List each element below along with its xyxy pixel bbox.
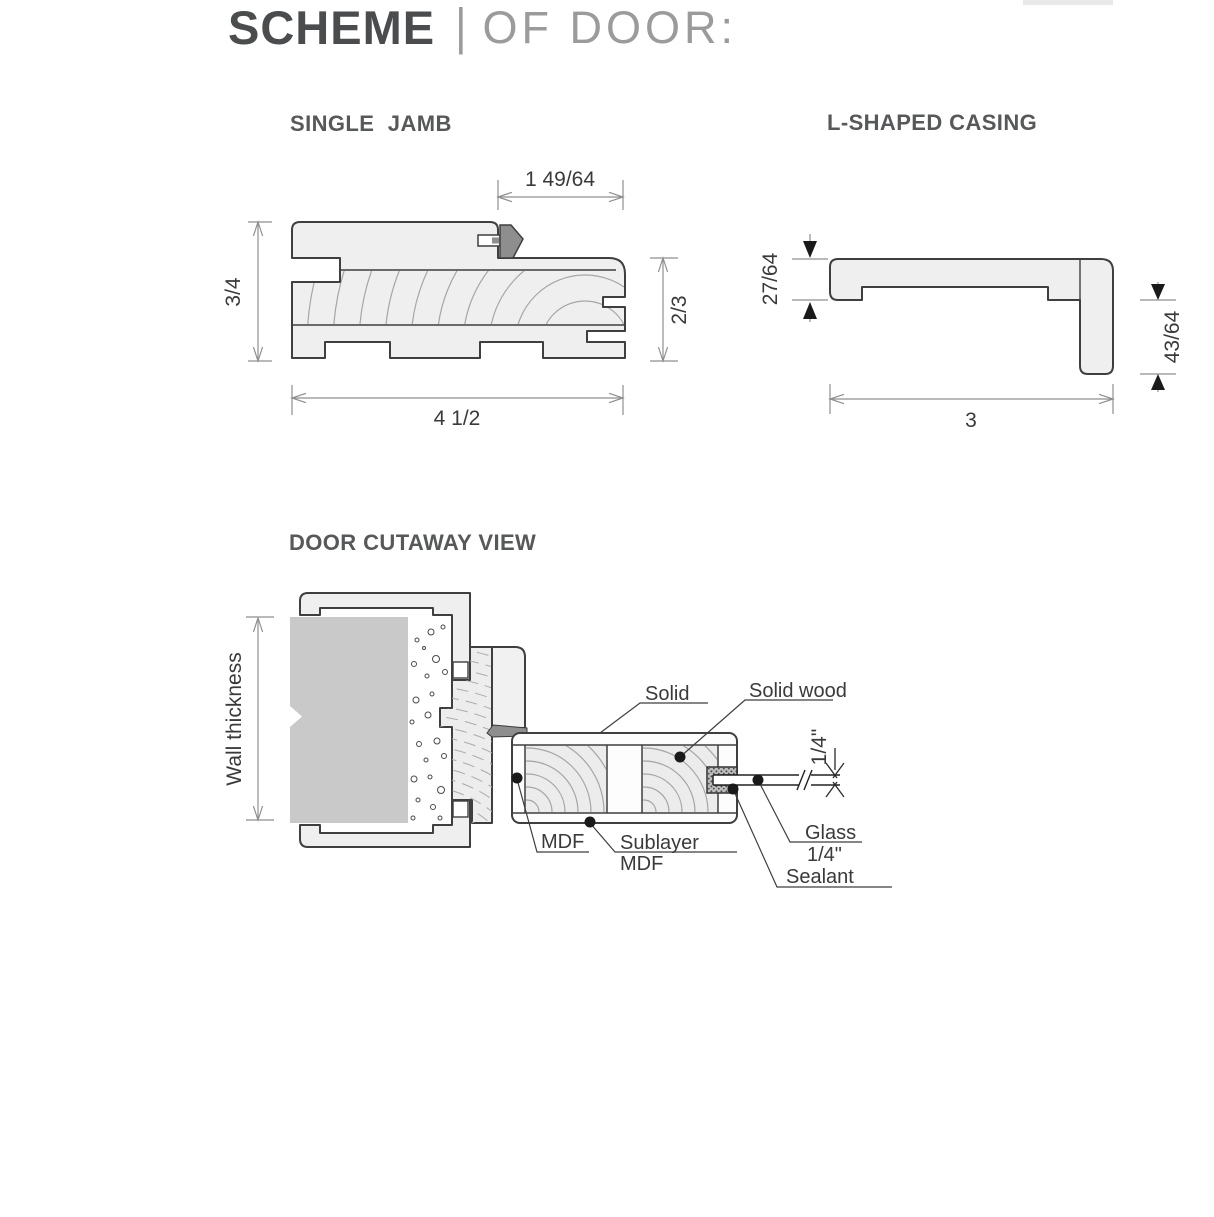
label-glass-1: Glass — [805, 822, 857, 844]
sealant-dot — [728, 784, 739, 795]
casing-dim-bottom: 3 — [965, 409, 977, 432]
jamb-dim-left: 3/4 — [222, 277, 245, 307]
page-title-secondary: OF DOOR: — [482, 2, 738, 53]
label-solid: Solid — [645, 683, 690, 705]
door-stop — [492, 647, 525, 728]
cutaway-diagram — [150, 593, 892, 1175]
casing-dim-right: 43/64 — [1161, 310, 1184, 364]
label-mdf: MDF — [541, 831, 585, 853]
sublayer-dot — [585, 817, 596, 828]
label-glass-2: 1/4" — [807, 844, 842, 866]
wall-dimension-lines — [246, 617, 274, 820]
solid-wood-dot — [675, 752, 686, 763]
label-sublayer-1: Sublayer — [620, 832, 699, 854]
page-title-divider: | — [455, 0, 467, 56]
heading-single-jamb: SINGLE JAMB — [290, 111, 452, 136]
glass-dim-text: 1/4" — [808, 728, 831, 766]
jamb-dim-bottom: 4 1/2 — [433, 407, 481, 430]
jamb-profile — [292, 222, 625, 358]
single-jamb-diagram — [222, 41, 889, 649]
casing-dim-left: 27/64 — [759, 252, 782, 306]
heading-door-cutaway-view: DOOR CUTAWAY VIEW — [289, 530, 537, 555]
jamb-dim-right: 2/3 — [668, 295, 691, 325]
label-sublayer-2: MDF — [620, 853, 664, 875]
mdf-dot — [512, 773, 523, 784]
label-sealant: Sealant — [786, 866, 854, 888]
glass-dot — [753, 775, 764, 786]
wall-dim-text: Wall thickness — [223, 652, 246, 786]
label-solid-wood: Solid wood — [749, 680, 847, 702]
page-title-primary: SCHEME — [228, 1, 436, 54]
top-casing-slot — [453, 662, 468, 678]
heading-l-shaped-casing: L-SHAPED CASING — [827, 110, 1038, 135]
casing-profile — [830, 259, 1113, 374]
wall-section — [290, 617, 408, 823]
l-casing-diagram — [759, 234, 1184, 432]
jamb-dim-top: 1 49/64 — [524, 168, 596, 191]
bottom-casing-slot — [453, 801, 468, 817]
jamb-seal-bulb — [500, 225, 523, 258]
